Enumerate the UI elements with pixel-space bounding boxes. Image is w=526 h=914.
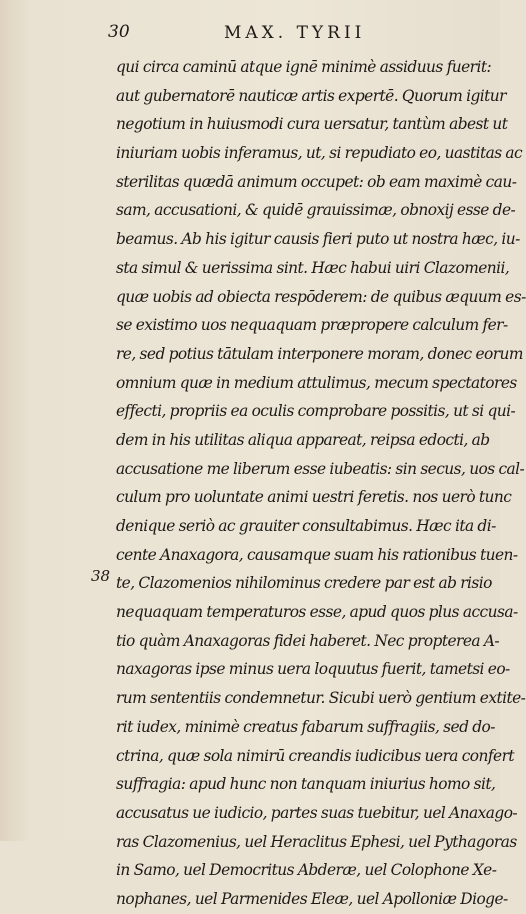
text-line: quæ uobis ad obiecta respōderem: de quibus æquum es- xyxy=(116,287,526,306)
text-line: ctrina, quæ sola nimirū creandis iudicibus uera confert xyxy=(116,746,515,765)
page-number: 30 xyxy=(108,22,130,42)
text-line: ras Clazomenius, uel Heraclitus Ephesi, uel Pythagoras xyxy=(116,832,517,851)
text-line: rit iudex, minimè creatus fabarum suffragiis, sed do- xyxy=(116,717,495,736)
page-header xyxy=(0,22,500,44)
text-line: omnium quæ in medium attulimus, mecum spectatores xyxy=(116,373,517,392)
text-line: sta simul & uerissima sint. Hæc habui uiri Clazomenii, xyxy=(116,258,510,277)
text-line: te, Clazomenios nihilominus credere par est ab risio xyxy=(116,574,492,593)
text-line: naxagoras ipse minus uera loquutus fuerit, tametsi eo- xyxy=(116,660,510,679)
text-line: rum sententiis condemnetur. Sicubi uerò gentium extite- xyxy=(116,689,526,708)
text-line: negotium in huiusmodi cura uersatur, tantùm abest ut xyxy=(116,115,508,134)
margin-note: 38 xyxy=(91,567,111,585)
text-line: accusatione me liberum esse iubeatis: sin secus, uos cal- xyxy=(116,459,525,478)
text-line: dem in his utilitas aliqua appareat, reipsa edocti, ab xyxy=(116,430,490,449)
text-line: re, sed potius tātulam interponere moram, donec eorum xyxy=(116,344,523,363)
text-line: suffragia: apud hunc non tanquam iniurius homo sit, xyxy=(116,775,496,794)
text-line: culum pro uoluntate animi uestri feretis. nos uerò tunc xyxy=(116,488,512,507)
text-line: se existimo uos nequaquam præpropere calculum fer- xyxy=(116,316,508,335)
text-line: in Samo, uel Democritus Abderæ, uel Colophone Xe- xyxy=(116,861,497,880)
text-line: beamus. Ab his igitur causis fieri puto ut nostra hæc, iu- xyxy=(116,230,520,249)
text-line: cente Anaxagora, causamque suam his rationibus tuen- xyxy=(116,545,518,564)
text-line: aut gubernatorē nauticæ artis expertē. Quorum igitur xyxy=(116,86,506,105)
text-line: nequaquam temperaturos esse, apud quos plus accusa- xyxy=(116,603,518,622)
text-line: denique seriò ac grauiter consultabimus. Hæc ita di- xyxy=(116,517,496,535)
text-line: sam, accusationi, & quidē grauissimæ, obnoxij esse de- xyxy=(116,201,516,220)
text-line: tio quàm Anaxagoras fidei haberet. Nec propterea A- xyxy=(116,631,500,650)
text-line: sterilitas quædā animum occupet: ob eam maximè cau- xyxy=(116,172,517,191)
text-line: qui circa caminū atque ignē minimè assiduus fuerit: xyxy=(116,58,492,76)
text-line: effecti, propriis ea oculis comprobare possitis, ut si qui- xyxy=(116,402,516,421)
text-line: nophanes, uel Parmenides Eleæ, uel Apolloniæ Dioge- xyxy=(116,889,508,908)
text-line: accusatus ue iudicio, partes suas tuebitur, uel Anaxago- xyxy=(116,803,518,822)
text-line: iniuriam uobis inferamus, ut, si repudiato eo, uastitas ac xyxy=(116,144,523,163)
running-head: MAX. TYRII xyxy=(224,23,366,43)
body-text xyxy=(116,53,526,914)
